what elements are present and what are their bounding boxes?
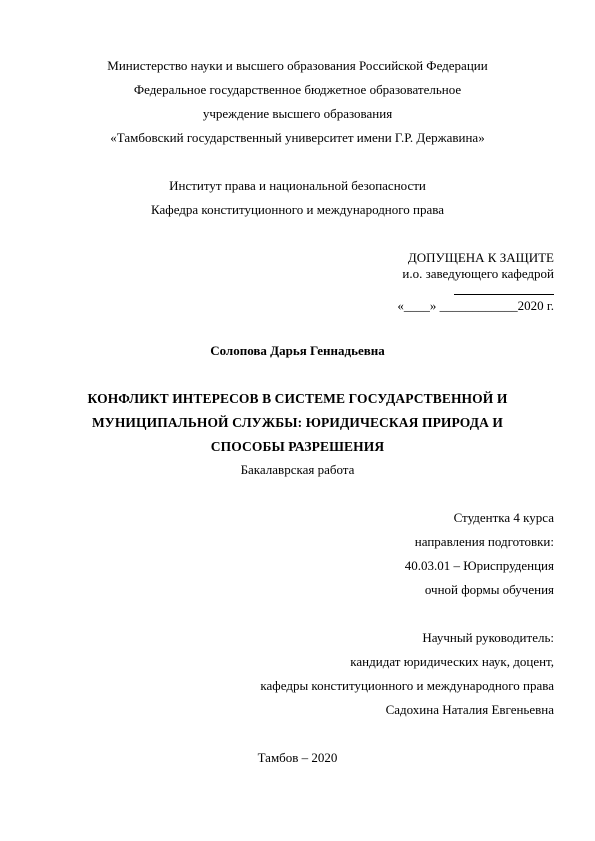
thesis-title-line3: СПОСОБЫ РАЗРЕШЕНИЯ [210,439,385,454]
ministry-name: Министерство науки и высшего образования Российской Федерации [107,58,488,73]
approval-role: и.о. заведующего кафедрой [402,266,554,281]
university-name: «Тамбовский государственный университет имени Г.Р. Державина» [110,130,485,145]
thesis-title-line1: КОНФЛИКТ ИНТЕРЕСОВ В СИСТЕМЕ ГОСУДАРСТВЕННОЙ И [87,391,508,406]
student-study-form: очной формы обучения [424,582,554,597]
student-direction: 40.03.01 – Юриспруденция [404,558,554,573]
institution-type-line1: Федеральное государственное бюджетное образовательное [133,82,462,97]
supervisor-chair: кафедры конституционного и международного права [260,678,554,693]
student-course: Студентка 4 курса [453,510,554,525]
work-type: Бакалаврская работа [240,462,355,477]
approval-heading: ДОПУЩЕНА К ЗАЩИТЕ [407,250,554,265]
author-name: Солопова Дарья Геннадьевна [210,343,385,358]
supervisor-label: Научный руководитель: [422,630,554,645]
institution-type-line2: учреждение высшего образования [202,106,393,121]
approval-date-line: «____» ____________2020 г. [397,298,554,313]
institute-name: Институт права и национальной безопасности [169,178,426,193]
supervisor-name: Садохина Наталия Евгеньевна [385,702,554,717]
student-direction-label: направления подготовки: [414,534,554,549]
chair-name: Кафедра конституционного и международного права [151,202,444,217]
signature-line [454,294,554,295]
city-year: Тамбов – 2020 [257,750,338,765]
supervisor-degree: кандидат юридических наук, доцент, [350,654,554,669]
thesis-title-line2: МУНИЦИПАЛЬНОЙ СЛУЖБЫ: ЮРИДИЧЕСКАЯ ПРИРОДА И [91,415,504,430]
